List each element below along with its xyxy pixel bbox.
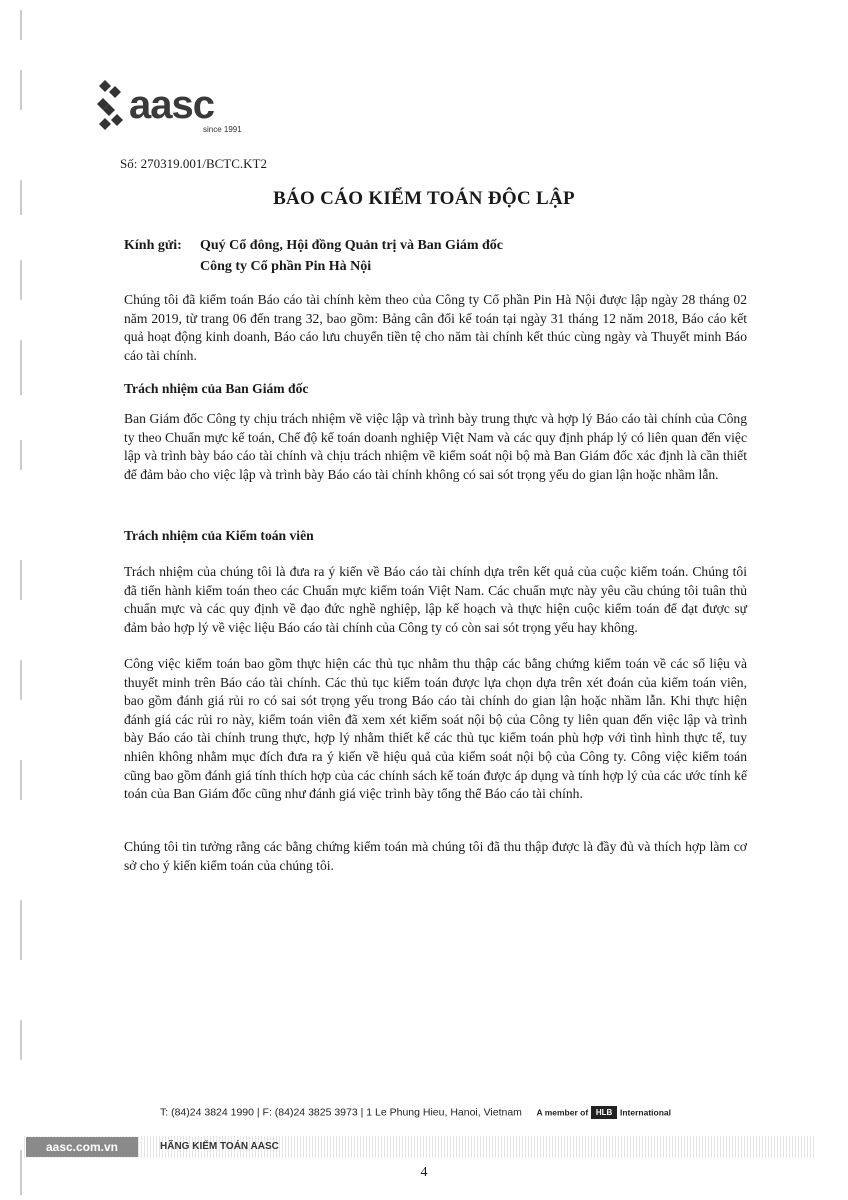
footer-strip [24,1136,814,1158]
svg-text:since 1991: since 1991 [203,125,242,134]
section-heading-management: Trách nhiệm của Ban Giám đốc [124,381,309,396]
addressee-line-1: Quý Cổ đông, Hội đồng Quản trị và Ban Giám đốc [200,238,504,253]
addressee-line-2: Công ty Cổ phần Pin Hà Nội [200,259,372,274]
auditor-paragraph-3: Chúng tôi tin tưởng rằng các bằng chứng kiểm toán mà chúng tôi đã thu thập được là đầy đủ và thích hợp làm cơ sở cho ý kiến kiểm toán của chúng tôi. [124,839,747,873]
footer-firm-name: HÃNG KIỂM TOÁN AASC [160,1141,279,1152]
svg-text:aasc: aasc [129,83,214,127]
aasc-logo-mark [95,74,255,136]
footer-website: aasc.com.vn [26,1137,138,1157]
page-number: 4 [420,1165,428,1180]
management-responsibility-paragraph: Ban Giám đốc Công ty chịu trách nhiệm về việc lập và trình bày trung thực và hợp lý Báo cáo tài chính của Công ty theo Chuẩn mực kế toán, Chế độ kế toán doanh nghiệp Việt Nam và các quy định pháp lý có liên quan đến việc lập và trình bày báo cáo tài chính và chịu trách nhiệm về kiểm soát nội bộ mà Ban Giám đốc xác định là cần thiết để đảm bảo cho việc lập và trình bày Báo cáo tài chính không có sai sót trọng yếu do gian lận hoặc nhầm lẫn. [124,411,747,482]
intro-paragraph: Chúng tôi đã kiểm toán Báo cáo tài chính kèm theo của Công ty Cổ phần Pin Hà Nội được lập ngày 28 tháng 02 năm 2019, từ trang 06 đến trang 32, bao gồm: Bảng cân đối kế toán tại ngày 31 tháng 12 năm 2018, Báo cáo kết quả hoạt động kinh doanh, Báo cáo lưu chuyển tiền tệ cho năm tài chính kết thúc cùng ngày và Thuyết minh Báo cáo tài chính. [124,292,747,363]
auditor-paragraph-2: Công việc kiểm toán bao gồm thực hiện các thủ tục nhằm thu thập các bằng chứng kiểm toán về các số liệu và thuyết minh trên Báo cáo tài chính. Các thủ tục kiểm toán được lựa chọn dựa trên xét đoán của kiểm toán viên, bao gồm đánh giá rủi ro có sai sót trọng yếu trong Báo cáo tài chính do gian lận hoặc nhầm lẫn. Khi thực hiện đánh giá các rủi ro này, kiểm toán viên đã xem xét kiểm soát nội bộ của Công ty liên quan đến việc lập và trình bày Báo cáo tài chính trung thực, hợp lý nhằm thiết kế các thủ tục kiểm toán phù hợp với tình hình thực tế, tuy nhiên không nhằm mục đích đưa ra ý kiến về hiệu quả của kiểm soát nội bộ của Công ty. Công việc kiểm toán cũng bao gồm đánh giá tính thích hợp của các chính sách kế toán được áp dụng và tính hợp lý của các ước tính kế toán của Ban Giám đốc cũng như đánh giá việc trình bày tổng thể Báo cáo tài chính. [124,656,747,802]
report-number: Số: 270319.001/BCTC.KT2 [120,156,267,171]
auditor-paragraph-1: Trách nhiệm của chúng tôi là đưa ra ý kiến về Báo cáo tài chính dựa trên kết quả của cuộc kiểm toán. Chúng tôi đã tiến hành kiểm toán theo các Chuẩn mực kiểm toán Việt Nam. Các chuẩn mực này yêu cầu chúng tôi tuân thủ chuẩn mực và các quy định về đạo đức nghề nghiệp, lập kế hoạch và thực hiện cuộc kiểm toán để đạt được sự đảm bảo hợp lý về việc liệu Báo cáo tài chính của Công ty có còn sai sót trọng yếu hay không. [124,564,747,635]
scan-margin-marks [18,0,24,1200]
hlb-logo: HLB [591,1106,617,1119]
footer-contact-line [160,1106,671,1119]
addressee-block [124,235,503,277]
page-title: BÁO CÁO KIỂM TOÁN ĐỘC LẬP [273,188,575,209]
aasc-logo [95,74,255,136]
member-suffix: International [620,1107,672,1118]
member-prefix: A member of [536,1107,589,1118]
addressee-label: Kính gửi: [124,238,182,253]
section-heading-auditor: Trách nhiệm của Kiểm toán viên [124,528,314,543]
footer-contact: T: (84)24 3824 1990 | F: (84)24 3825 3973 | 1 Le Phung Hieu, Hanoi, Vietnam [160,1106,522,1119]
